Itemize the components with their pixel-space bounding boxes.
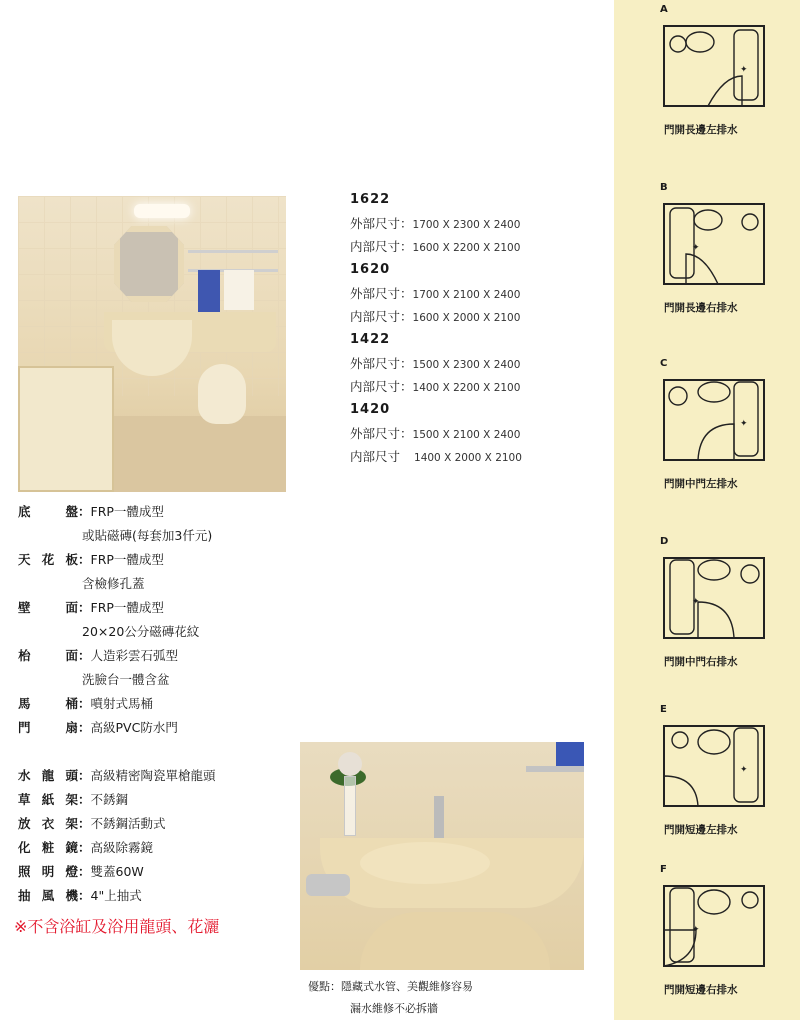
spec-row	[18, 764, 298, 788]
fixtures-list	[18, 764, 298, 908]
inner-dimension	[350, 235, 600, 258]
spec-row	[18, 860, 298, 884]
toilet	[198, 364, 246, 424]
dimension-label: 外部尺寸：	[350, 356, 413, 371]
bathroom-photo	[18, 196, 286, 492]
spec-label: 門 扇	[18, 720, 78, 735]
dimension-value: 1400 X 2000 X 2100	[414, 452, 522, 464]
advantage-caption: 優點：隱藏式水管、美觀維修容易	[308, 980, 473, 993]
model-code: 1422	[350, 332, 391, 347]
spec-colon: ：	[78, 648, 91, 663]
blue-towel	[198, 270, 220, 312]
spec-colon: ：	[78, 720, 91, 735]
plan-letter: E	[660, 704, 667, 715]
vanity-cabinet	[360, 912, 550, 970]
plan-caption: 門開短邊左排水	[664, 824, 738, 836]
svg-text:✦: ✦	[692, 925, 700, 935]
spec-row	[18, 548, 298, 572]
dimension-value: 1500 X 2300 X 2400	[412, 359, 521, 371]
spec-value: 高級除霧鏡	[90, 840, 154, 855]
spec-value: 噴射式馬桶	[90, 696, 154, 711]
spec-label: 水 龍 頭	[18, 768, 78, 783]
spec-value: 不銹鋼	[90, 792, 129, 807]
spec-label: 壁 面	[18, 600, 78, 615]
spec-value: 雙蓋60W	[90, 864, 144, 879]
spec-colon: ：	[78, 504, 91, 519]
spec-label: 底 盤	[18, 504, 78, 519]
floor-plan	[656, 552, 766, 644]
spec-row	[18, 884, 298, 908]
spec-colon: ：	[78, 552, 91, 567]
dimension-value: 1500 X 2100 X 2400	[412, 429, 521, 441]
spec-row	[18, 596, 298, 620]
spec-colon: ：	[78, 768, 91, 783]
dimension-value: 1600 X 2000 X 2100	[412, 312, 521, 324]
floor-plan	[656, 374, 766, 466]
spec-label: 枱 面	[18, 648, 78, 663]
spec-label: 化 粧 鏡	[18, 840, 78, 855]
spec-row	[18, 836, 298, 860]
plan-letter: D	[660, 536, 669, 547]
spec-row	[18, 644, 298, 668]
spec-row	[18, 500, 298, 524]
vanity-lamp	[134, 204, 190, 218]
spec-value: 4"上抽式	[90, 888, 142, 903]
spec-continuation: 20×20公分磁磚花紋	[82, 624, 200, 639]
wash-basin	[360, 842, 490, 884]
dimension-value: 1700 X 2300 X 2400	[412, 219, 521, 231]
spec-colon: ：	[78, 816, 91, 831]
floor-plan	[656, 20, 766, 112]
spec-row	[18, 812, 298, 836]
spec-value: FRP一體成型	[90, 552, 164, 567]
spec-row	[18, 692, 298, 716]
spec-continuation: 洗臉台一體含盆	[82, 672, 170, 687]
spec-value: 高級PVC防水門	[90, 720, 178, 735]
faucet	[434, 796, 444, 842]
plan-caption: 門開長邊右排水	[664, 302, 738, 314]
floor-plan	[656, 880, 766, 972]
dimension-label: 外部尺寸：	[350, 426, 413, 441]
dimension-label: 内部尺寸：	[350, 379, 413, 394]
plan-caption: 門開長邊左排水	[664, 124, 738, 136]
spec-value: 高級精密陶瓷單槍龍頭	[90, 768, 216, 783]
glass-vase	[344, 776, 356, 836]
plan-letter: C	[660, 358, 668, 369]
spec-continuation: 含檢修孔蓋	[82, 576, 145, 591]
spec-colon: ：	[78, 600, 91, 615]
spec-label: 照 明 燈	[18, 864, 78, 879]
spec-label: 抽 風 機	[18, 888, 78, 903]
outer-dimension	[350, 352, 600, 375]
bath-faucet	[306, 874, 350, 896]
blue-towel	[556, 742, 584, 766]
plan-letter: A	[660, 4, 668, 15]
outer-dimension	[350, 422, 600, 445]
spec-row	[18, 716, 298, 740]
spec-label: 草 紙 架	[18, 792, 78, 807]
exclusion-note: ※不含浴缸及浴用龍頭、花灑	[14, 917, 220, 936]
model-code: 1420	[350, 402, 391, 417]
dimension-label: 内部尺寸：	[350, 309, 413, 324]
towel-bar	[526, 766, 584, 772]
svg-text:✦: ✦	[740, 65, 748, 75]
model-code: 1620	[350, 262, 391, 277]
plan-letter: F	[660, 864, 667, 875]
dimension-value: 1400 X 2200 X 2100	[412, 382, 521, 394]
floor-plan	[656, 720, 766, 812]
floor-plan-panel	[614, 0, 800, 1020]
advantage-caption-2: 漏水維修不必拆牆	[350, 1002, 438, 1015]
dimension-label: 外部尺寸：	[350, 286, 413, 301]
model-specs	[350, 188, 600, 468]
dimension-label: 外部尺寸：	[350, 216, 413, 231]
plan-caption: 門開短邊右排水	[664, 984, 738, 996]
dimension-value: 1600 X 2200 X 2100	[412, 242, 521, 254]
plan-letter: B	[660, 182, 668, 193]
svg-text:✦: ✦	[692, 243, 700, 253]
floor	[114, 416, 286, 492]
svg-text:✦: ✦	[692, 597, 700, 607]
spec-continuation: 或貼磁磚(每套加3仟元)	[82, 528, 213, 543]
outer-dimension	[350, 282, 600, 305]
spec-label: 馬 桶	[18, 696, 78, 711]
octagon-mirror	[114, 226, 184, 302]
spec-value: 人造彩雲石弧型	[90, 648, 179, 663]
materials-list	[18, 500, 298, 740]
svg-text:✦: ✦	[740, 419, 748, 429]
spec-row	[18, 788, 298, 812]
vanity-closeup-photo	[300, 742, 584, 970]
spec-label: 天 花 板	[18, 552, 78, 567]
svg-text:✦: ✦	[740, 765, 748, 775]
outer-dimension	[350, 212, 600, 235]
inner-dimension	[350, 445, 600, 468]
spec-value: 不銹鋼活動式	[90, 816, 166, 831]
inner-dimension	[350, 375, 600, 398]
dimension-label: 内部尺寸：	[350, 239, 413, 254]
plan-caption: 門開中門右排水	[664, 656, 738, 668]
spec-colon: ：	[78, 840, 91, 855]
spec-colon: ：	[78, 888, 91, 903]
spec-colon: ：	[78, 864, 91, 879]
dimension-label: 内部尺寸	[350, 449, 401, 464]
rose	[338, 752, 362, 776]
white-towel	[224, 270, 254, 310]
model-code: 1622	[350, 192, 391, 207]
spec-colon: ：	[78, 792, 91, 807]
dimension-value: 1700 X 2100 X 2400	[412, 289, 521, 301]
spec-label: 放 衣 架	[18, 816, 78, 831]
floor-plan	[656, 198, 766, 290]
bathtub	[18, 366, 114, 492]
plan-caption: 門開中門左排水	[664, 478, 738, 490]
towel-rack	[188, 250, 278, 272]
spec-value: FRP一體成型	[90, 600, 164, 615]
spec-value: FRP一體成型	[90, 504, 164, 519]
spec-colon: ：	[78, 696, 91, 711]
inner-dimension	[350, 305, 600, 328]
